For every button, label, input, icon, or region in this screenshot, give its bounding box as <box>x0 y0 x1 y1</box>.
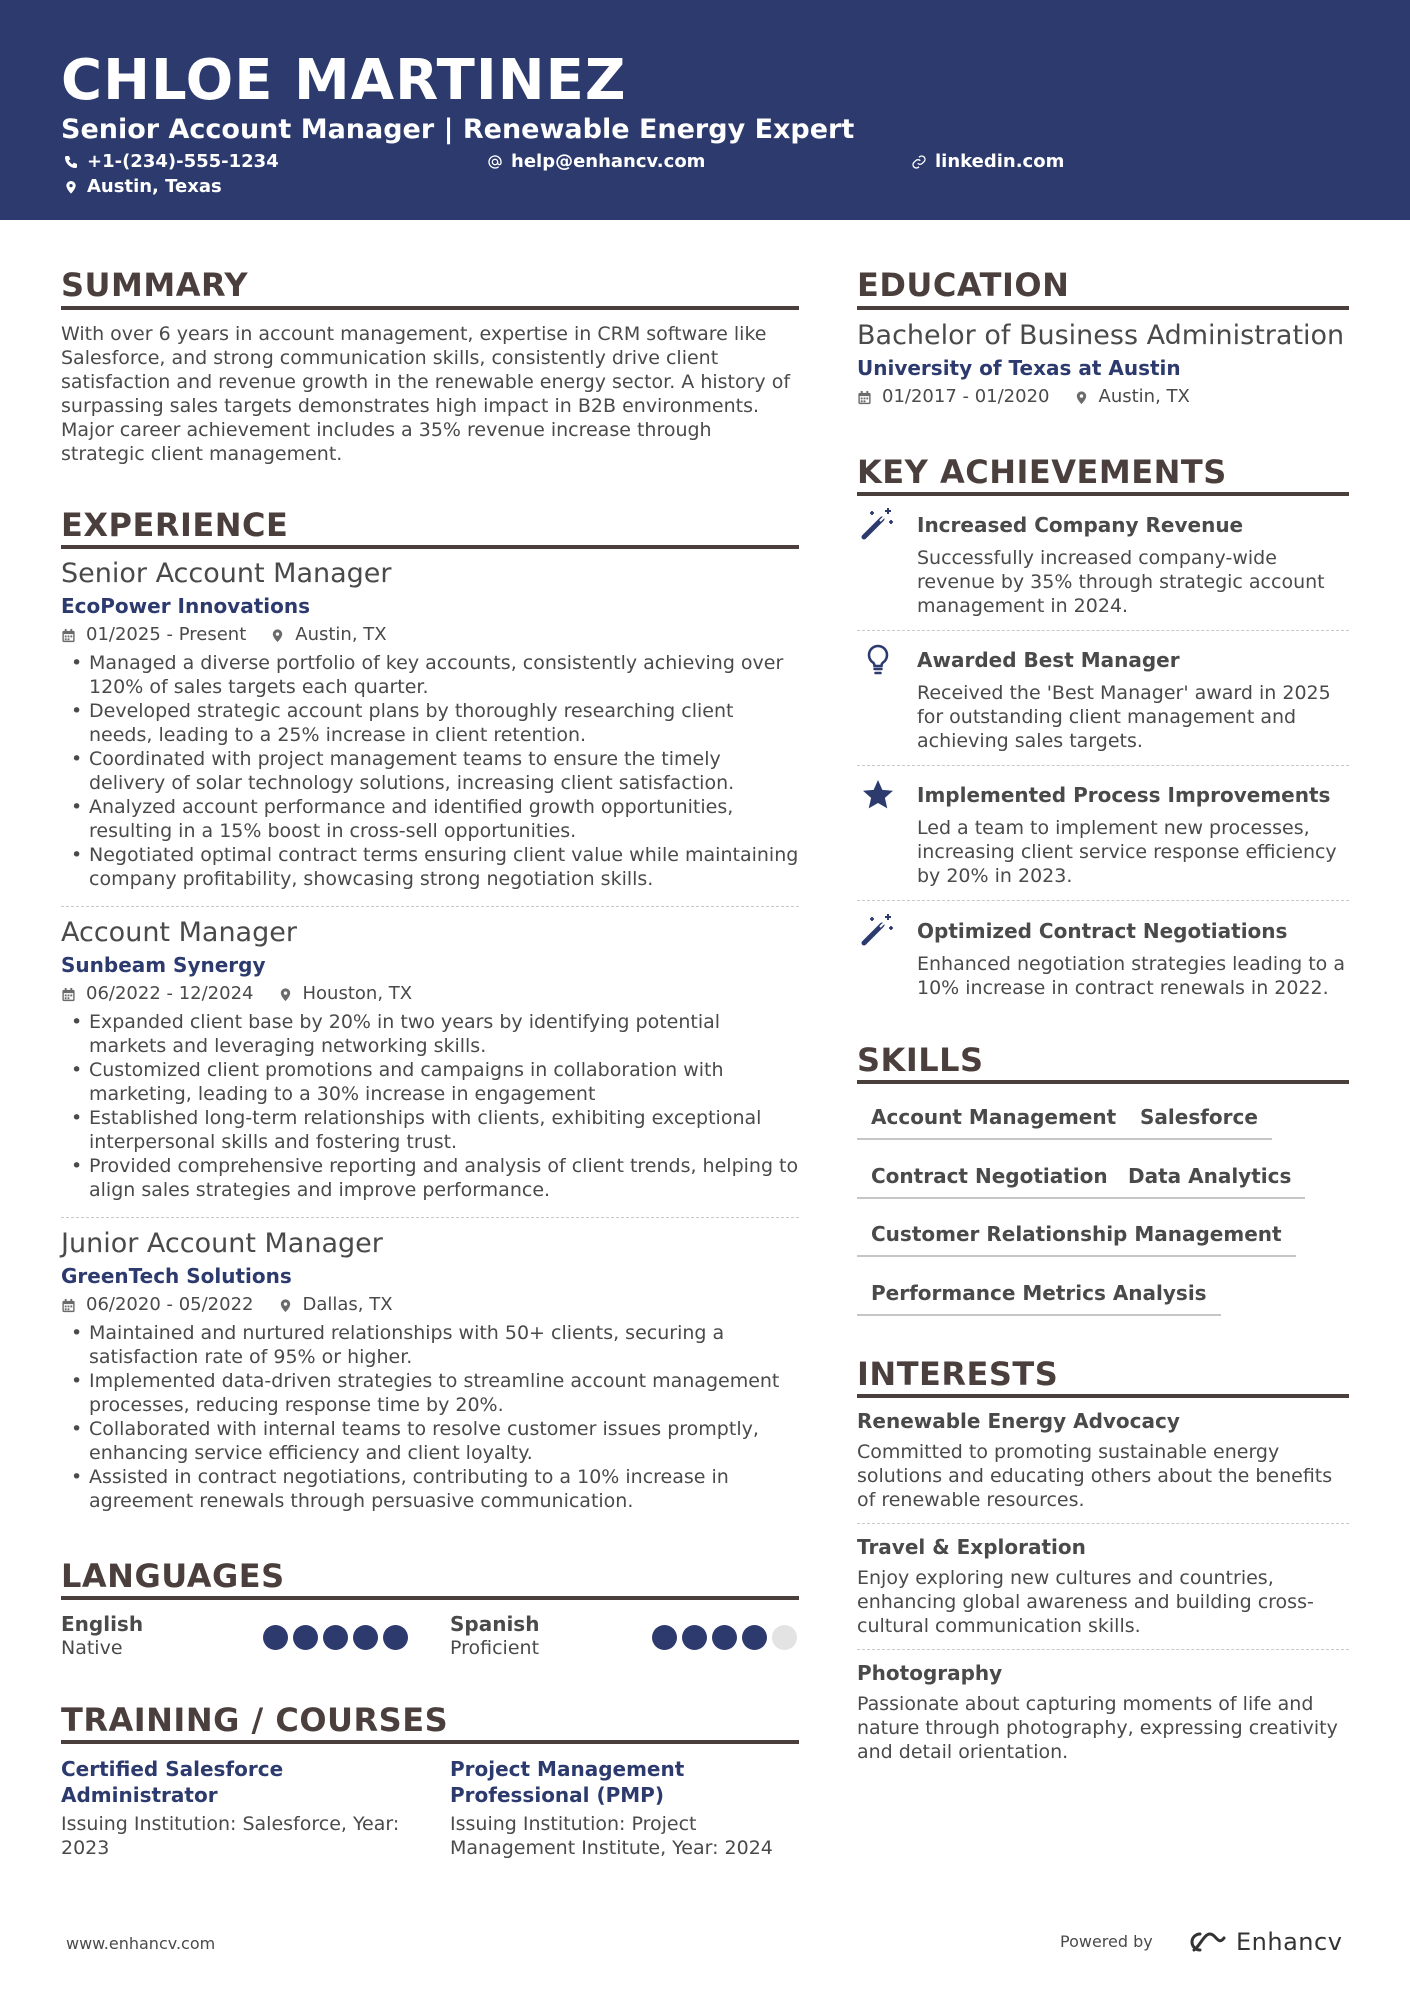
rating-dot-filled <box>353 1625 378 1650</box>
language-name: Spanish <box>450 1612 540 1636</box>
interest-desc: Committed to promoting sustainable energy solutions and educating others about the benefits of renewable resources. <box>857 1441 1333 1511</box>
divider <box>857 900 1349 901</box>
achievement-item <box>917 782 1349 888</box>
footer-website[interactable]: www.enhancv.com <box>66 1934 216 1953</box>
achievement-title: Increased Company Revenue <box>917 513 1244 537</box>
map-pin-icon <box>1074 390 1089 405</box>
experience-rule <box>61 545 799 549</box>
job-dates: 01/2025 - Present <box>86 624 247 645</box>
rating-dot-empty <box>772 1625 797 1650</box>
skill-tag: Performance Metrics Analysis <box>857 1280 1221 1316</box>
language-rating <box>647 1625 797 1654</box>
rating-dot-filled <box>652 1625 677 1650</box>
interests-rule <box>857 1394 1349 1398</box>
job-entry <box>61 557 801 891</box>
education-rule <box>857 306 1349 310</box>
job-bullet: • Maintained and nurtured relationships with 50+ clients, securing a satisfaction rate of 95% or higher. <box>61 1321 801 1369</box>
job-bullets <box>61 1321 801 1513</box>
education-dates: 01/2017 - 01/2020 <box>882 386 1050 407</box>
job-title: Account Manager <box>61 917 297 948</box>
education-location <box>1074 385 1190 409</box>
job-title: Senior Account Manager <box>61 558 392 589</box>
map-pin-icon <box>278 987 293 1002</box>
job-bullet: • Negotiated optimal contract terms ensuring client value while maintaining company profitability, showcasing strong negotiation skills. <box>61 843 801 891</box>
language-level: Native <box>61 1637 123 1659</box>
contact-email[interactable] <box>487 151 705 173</box>
achievements-heading: KEY ACHIEVEMENTS <box>857 453 1227 491</box>
job-location <box>270 623 386 647</box>
summary-rule <box>61 306 799 310</box>
job-entry <box>61 916 801 1202</box>
skill-tag: Customer Relationship Management <box>857 1221 1296 1257</box>
rating-dot-filled <box>263 1625 288 1650</box>
resume-header <box>0 0 1410 220</box>
phone-icon <box>63 154 79 170</box>
map-pin-icon <box>63 179 79 195</box>
contact-location <box>63 176 222 198</box>
email-text: help@enhancv.com <box>511 151 706 172</box>
interest-item <box>857 1534 1349 1638</box>
job-bullet: • Established long-term relationships with clients, exhibiting exceptional interpersonal skills and fostering trust. <box>61 1106 801 1154</box>
course-title: Certified Salesforce Administrator <box>61 1757 284 1807</box>
job-bullet: • Analyzed account performance and identified growth opportunities, resulting in a 15% boost in cross-sell opportunities. <box>61 795 801 843</box>
achievement-desc: Received the 'Best Manager' award in 2025 for outstanding client management and achieving sales targets. <box>917 682 1331 752</box>
interest-title: Travel & Exploration <box>857 1535 1086 1559</box>
skill-tag: Salesforce <box>1126 1104 1272 1140</box>
interest-title: Renewable Energy Advocacy <box>857 1409 1180 1433</box>
achievement-title: Awarded Best Manager <box>917 648 1180 672</box>
magic-wand-icon <box>860 505 896 541</box>
job-company: GreenTech Solutions <box>61 1264 292 1288</box>
course-desc: Issuing Institution: Project Management Institute, Year: 2024 <box>450 1813 773 1859</box>
divider <box>857 630 1349 631</box>
calendar-icon <box>61 987 76 1002</box>
achievements-rule <box>857 492 1349 496</box>
training-heading: TRAINING / COURSES <box>61 1701 449 1739</box>
rating-dot-filled <box>323 1625 348 1650</box>
job-entry <box>61 1227 801 1513</box>
job-meta <box>61 623 801 647</box>
at-icon <box>487 154 503 170</box>
interest-item <box>857 1660 1349 1764</box>
achievement-desc: Successfully increased company-wide revenue by 35% through strategic account management in 2024. <box>917 547 1325 617</box>
rating-dot-filled <box>712 1625 737 1650</box>
summary-text: With over 6 years in account management, expertise in CRM software like Salesforce, and strong communication skills, consistently drive client satisfaction and revenue growth in the renewable energy sector. A history of surpassing sales targets demonstrates high impact in B2B environments. Major career achievement includes a 35% revenue increase through strategic client management. <box>61 323 791 465</box>
skills-rule <box>857 1080 1349 1084</box>
calendar-icon <box>61 1298 76 1313</box>
enhancv-brand[interactable]: Enhancv <box>1236 1928 1343 1956</box>
job-bullet: • Provided comprehensive reporting and analysis of client trends, helping to align sales strategies and improve performance. <box>61 1154 801 1202</box>
language-rating <box>258 1625 408 1654</box>
education-school: University of Texas at Austin <box>857 356 1181 380</box>
interest-title: Photography <box>857 1661 1003 1685</box>
job-location-text: Houston, TX <box>302 983 413 1004</box>
calendar-icon <box>857 390 872 405</box>
rating-dot-filled <box>293 1625 318 1650</box>
achievement-item <box>917 918 1349 1000</box>
job-bullets <box>61 651 801 891</box>
languages-heading: LANGUAGES <box>61 1557 285 1595</box>
location-text: Austin, Texas <box>87 176 222 197</box>
interests-heading: INTERESTS <box>857 1355 1059 1393</box>
job-meta <box>61 1293 801 1317</box>
phone-text: +1-(234)-555-1234 <box>87 151 279 172</box>
candidate-name: CHLOE MARTINEZ <box>61 48 627 113</box>
course-item <box>61 1756 411 1860</box>
interest-item <box>857 1408 1349 1512</box>
skill-tag: Account Management <box>857 1104 1130 1140</box>
divider <box>857 765 1349 766</box>
job-bullet: • Collaborated with internal teams to resolve customer issues promptly, enhancing service efficiency and client loyalty. <box>61 1417 801 1465</box>
education-entry <box>857 319 1349 409</box>
achievement-item <box>917 647 1349 753</box>
divider <box>61 1217 799 1218</box>
job-bullet: • Expanded client base by 20% in two years by identifying potential markets and leveraging networking skills. <box>61 1010 801 1058</box>
powered-by-label: Powered by <box>1060 1932 1153 1951</box>
education-location-text: Austin, TX <box>1098 386 1190 407</box>
interest-desc: Passionate about capturing moments of life and nature through photography, expressing creativity and detail orientation. <box>857 1693 1338 1763</box>
candidate-title: Senior Account Manager | Renewable Energy Expert <box>61 114 855 145</box>
job-bullet: • Developed strategic account plans by thoroughly researching client needs, leading to a 25% increase in client retention. <box>61 699 801 747</box>
job-dates: 06/2022 - 12/2024 <box>86 983 254 1004</box>
divider <box>857 1523 1349 1524</box>
skill-tag: Data Analytics <box>1114 1163 1305 1199</box>
achievement-title: Optimized Contract Negotiations <box>917 919 1288 943</box>
lightbulb-icon <box>864 643 892 679</box>
experience-heading: EXPERIENCE <box>61 506 289 544</box>
training-rule <box>61 1740 799 1744</box>
languages-rule <box>61 1596 799 1600</box>
job-company: Sunbeam Synergy <box>61 953 266 977</box>
job-bullet: • Managed a diverse portfolio of key accounts, consistently achieving over 120% of sales targets each quarter. <box>61 651 801 699</box>
contact-phone[interactable] <box>63 151 279 173</box>
education-degree: Bachelor of Business Administration <box>857 320 1345 351</box>
interest-desc: Enjoy exploring new cultures and countries, enhancing global awareness and building cross-cultural communication skills. <box>857 1567 1314 1637</box>
language-level: Proficient <box>450 1637 540 1659</box>
enhancv-logo-icon <box>1180 1929 1226 1955</box>
rating-dot-filled <box>682 1625 707 1650</box>
skills-heading: SKILLS <box>857 1041 984 1079</box>
job-bullet: • Coordinated with project management teams to ensure the timely delivery of solar technology solutions, increasing client satisfaction. <box>61 747 801 795</box>
education-meta <box>857 385 1349 409</box>
job-meta <box>61 982 801 1006</box>
job-bullet: • Customized client promotions and campaigns in collaboration with marketing, leading to a 30% increase in engagement <box>61 1058 801 1106</box>
job-location-text: Austin, TX <box>295 624 387 645</box>
rating-dot-filled <box>383 1625 408 1650</box>
achievement-item <box>917 512 1349 618</box>
job-title: Junior Account Manager <box>61 1228 383 1259</box>
job-bullet: • Assisted in contract negotiations, contributing to a 10% increase in agreement renewals through persuasive communication. <box>61 1465 801 1513</box>
map-pin-icon <box>278 1298 293 1313</box>
achievement-desc: Led a team to implement new processes, increasing client service response efficiency by 20% in 2023. <box>917 817 1337 887</box>
job-location <box>278 1293 393 1317</box>
map-pin-icon <box>270 628 285 643</box>
website-text: linkedin.com <box>935 151 1065 172</box>
skill-tag: Contract Negotiation <box>857 1163 1122 1199</box>
achievement-title: Implemented Process Improvements <box>917 783 1331 807</box>
achievement-desc: Enhanced negotiation strategies leading to a 10% increase in contract renewals in 2022. <box>917 953 1345 999</box>
course-item <box>450 1756 800 1860</box>
job-location <box>278 982 413 1006</box>
language-name: English <box>61 1612 144 1636</box>
contact-website[interactable] <box>911 151 1064 173</box>
summary-heading: SUMMARY <box>61 266 249 304</box>
calendar-icon <box>61 628 76 643</box>
course-title: Project Management Professional (PMP) <box>450 1757 685 1807</box>
job-bullets <box>61 1010 801 1202</box>
magic-wand-icon <box>860 911 896 947</box>
divider <box>857 1649 1349 1650</box>
education-heading: EDUCATION <box>857 266 1070 304</box>
job-dates: 06/2020 - 05/2022 <box>86 1294 254 1315</box>
link-icon <box>911 154 927 170</box>
job-company: EcoPower Innovations <box>61 594 311 618</box>
job-location-text: Dallas, TX <box>302 1294 393 1315</box>
rating-dot-filled <box>742 1625 767 1650</box>
job-bullet: • Implemented data-driven strategies to streamline account management processes, reducing response time by 20%. <box>61 1369 801 1417</box>
divider <box>61 906 799 907</box>
star-icon <box>860 777 896 813</box>
course-desc: Issuing Institution: Salesforce, Year: 2023 <box>61 1813 400 1859</box>
